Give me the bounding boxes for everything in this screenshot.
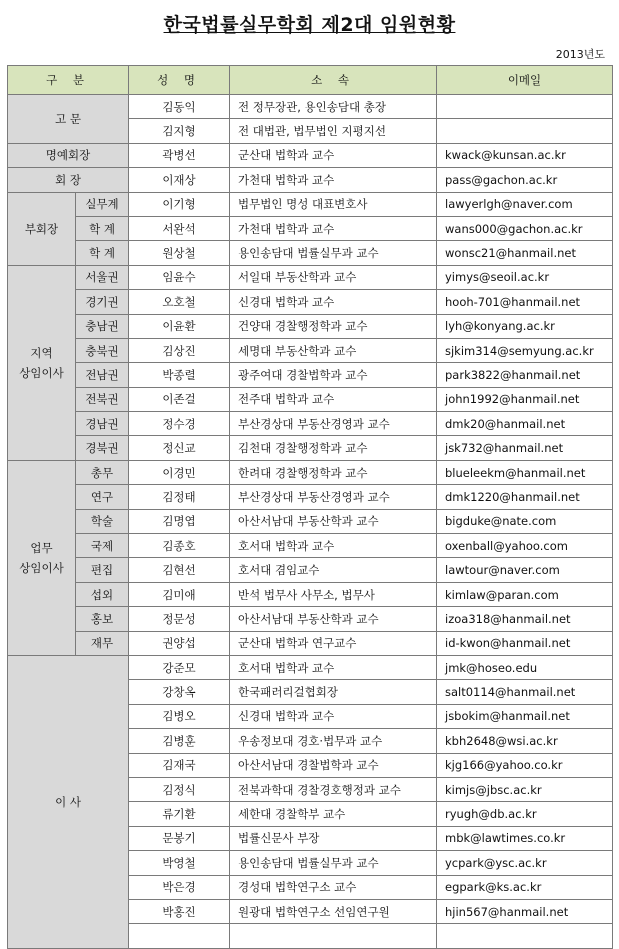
table-header-row (8, 66, 613, 95)
table-row (8, 460, 613, 484)
officer-affiliation: 용인송담대 법률실무과 교수 (230, 241, 437, 265)
table-row (8, 363, 613, 387)
officer-name: 정수경 (129, 412, 230, 436)
officer-email: bigduke@nate.com (437, 509, 613, 533)
group-label (8, 655, 129, 948)
officer-email: lawtour@naver.com (437, 558, 613, 582)
officer-name: 김재국 (129, 753, 230, 777)
sub-category: 충남권 (76, 314, 129, 338)
table-row (8, 607, 613, 631)
officer-name: 김상진 (129, 338, 230, 362)
officer-name: 김동익 (129, 95, 230, 119)
officer-name: 김명엽 (129, 509, 230, 533)
header-name: 성 명 (129, 66, 230, 95)
officer-name: 강준모 (129, 655, 230, 679)
table-row (8, 509, 613, 533)
officer-email: kbh2648@wsi.ac.kr (437, 729, 613, 753)
table-row (8, 655, 613, 679)
group-label-text: 이 사 (55, 794, 81, 809)
officers-table (7, 65, 613, 949)
officer-affiliation: 호서대 법학과 교수 (230, 655, 437, 679)
officer-name: 김현선 (129, 558, 230, 582)
sub-category: 경남권 (76, 412, 129, 436)
group-label-text: 지역 (30, 345, 53, 360)
officer-affiliation: 부산경상대 부동산경영과 교수 (230, 412, 437, 436)
officer-affiliation: 전 대법관, 법무법인 지평지선 (230, 119, 437, 143)
officer-affiliation: 세명대 부동산학과 교수 (230, 338, 437, 362)
officer-affiliation: 반석 법무사 사무소, 법무사 (230, 582, 437, 606)
officer-email: sjkim314@semyung.ac.kr (437, 338, 613, 362)
group-label-text: 회 장 (55, 172, 81, 187)
table-row (8, 143, 613, 167)
table-row (8, 485, 613, 509)
table-body (8, 95, 613, 949)
officer-email: kimjs@jbsc.ac.kr (437, 777, 613, 801)
sub-category: 섭외 (76, 582, 129, 606)
officer-name: 원상철 (129, 241, 230, 265)
officer-email: john1992@hanmail.net (437, 387, 613, 411)
officer-affiliation: 아산서남대 부동산학과 교수 (230, 607, 437, 631)
officer-name: 박영철 (129, 851, 230, 875)
officer-email: pass@gachon.ac.kr (437, 168, 613, 192)
group-label-text: 고 문 (55, 111, 81, 126)
header-category: 구 분 (8, 66, 129, 95)
officer-name: 이재상 (129, 168, 230, 192)
table-row (8, 582, 613, 606)
officer-email (437, 924, 613, 948)
officer-name: 김정태 (129, 485, 230, 509)
officer-email (437, 119, 613, 143)
officer-email: salt0114@hanmail.net (437, 680, 613, 704)
group-label (8, 192, 76, 265)
officer-email: blueleekm@hanmail.net (437, 460, 613, 484)
officer-email: izoa318@hanmail.net (437, 607, 613, 631)
group-label (8, 95, 129, 144)
officer-affiliation: 전주대 법학과 교수 (230, 387, 437, 411)
page-title: 한국법률실무학회 제2대 임원현황 (163, 14, 456, 36)
table-row (8, 436, 613, 460)
officer-name: 권양섭 (129, 631, 230, 655)
officer-affiliation: 광주여대 경찰법학과 교수 (230, 363, 437, 387)
table-row (8, 265, 613, 289)
officer-email: wonsc21@hanmail.net (437, 241, 613, 265)
officer-affiliation: 법률신문사 부장 (230, 826, 437, 850)
officer-name: 오호철 (129, 290, 230, 314)
officer-name: 이기형 (129, 192, 230, 216)
officer-affiliation: 우송정보대 경호·법무과 교수 (230, 729, 437, 753)
officer-name (129, 924, 230, 948)
officer-email: egpark@ks.ac.kr (437, 875, 613, 899)
sub-category: 학술 (76, 509, 129, 533)
officer-affiliation: 가천대 법학과 교수 (230, 168, 437, 192)
officer-affiliation: 신경대 법학과 교수 (230, 704, 437, 728)
table-row (8, 192, 613, 216)
table-row (8, 168, 613, 192)
officer-name: 임윤수 (129, 265, 230, 289)
group-label-text: 상임이사 (19, 365, 64, 380)
group-label (8, 460, 76, 655)
officer-name: 김미애 (129, 582, 230, 606)
sub-category: 국제 (76, 534, 129, 558)
sub-category: 학 계 (76, 241, 129, 265)
officer-name: 류기환 (129, 802, 230, 826)
header-affiliation: 소 속 (230, 66, 437, 95)
year-label: 2013년도 (555, 48, 605, 61)
officer-name: 김정식 (129, 777, 230, 801)
officer-affiliation: 군산대 법학과 교수 (230, 143, 437, 167)
officer-affiliation: 경성대 법학연구소 교수 (230, 875, 437, 899)
officer-name: 정신교 (129, 436, 230, 460)
officer-email: wans000@gachon.ac.kr (437, 216, 613, 240)
officer-name: 강창옥 (129, 680, 230, 704)
officer-name: 정문성 (129, 607, 230, 631)
group-label (8, 168, 129, 192)
officer-affiliation (230, 924, 437, 948)
sub-category: 재무 (76, 631, 129, 655)
officer-affiliation: 신경대 법학과 교수 (230, 290, 437, 314)
table-row (8, 241, 613, 265)
table-row (8, 412, 613, 436)
officer-affiliation: 법무법인 명성 대표변호사 (230, 192, 437, 216)
officer-affiliation: 한국패러리걸협회장 (230, 680, 437, 704)
officer-email: dmk1220@hanmail.net (437, 485, 613, 509)
table-row (8, 387, 613, 411)
officer-affiliation: 김천대 경찰행정학과 교수 (230, 436, 437, 460)
sub-category: 편집 (76, 558, 129, 582)
table-row (8, 314, 613, 338)
officer-email: jsk732@hanmail.net (437, 436, 613, 460)
officer-affiliation: 세한대 경찰학부 교수 (230, 802, 437, 826)
officer-name: 곽병선 (129, 143, 230, 167)
table-row (8, 558, 613, 582)
officer-affiliation: 서일대 부동산학과 교수 (230, 265, 437, 289)
officer-email: kwack@kunsan.ac.kr (437, 143, 613, 167)
officer-name: 김병오 (129, 704, 230, 728)
table-row (8, 290, 613, 314)
officer-name: 이경민 (129, 460, 230, 484)
sub-category: 전북권 (76, 387, 129, 411)
sub-category: 서울권 (76, 265, 129, 289)
sub-category: 총무 (76, 460, 129, 484)
officer-email: kimlaw@paran.com (437, 582, 613, 606)
officer-affiliation: 전 정무장관, 용인송담대 총장 (230, 95, 437, 119)
group-label-text: 부회장 (24, 221, 59, 236)
group-label-text: 명예회장 (45, 148, 91, 163)
table-row (8, 631, 613, 655)
officer-email: ycpark@ysc.ac.kr (437, 851, 613, 875)
officer-email: mbk@lawtimes.co.kr (437, 826, 613, 850)
officer-name: 김지형 (129, 119, 230, 143)
officer-affiliation: 전북과학대 경찰경호행정과 교수 (230, 777, 437, 801)
table-row (8, 216, 613, 240)
group-label (8, 143, 129, 167)
sub-category: 학 계 (76, 216, 129, 240)
sub-category: 홍보 (76, 607, 129, 631)
officer-email: hjin567@hanmail.net (437, 899, 613, 923)
officer-email: jsbokim@hanmail.net (437, 704, 613, 728)
sub-category: 경북권 (76, 436, 129, 460)
officer-email: ryugh@db.ac.kr (437, 802, 613, 826)
officer-affiliation: 용인송담대 법률실무과 교수 (230, 851, 437, 875)
group-label-text: 상임이사 (19, 560, 64, 575)
officer-email: dmk20@hanmail.net (437, 412, 613, 436)
officer-name: 박은경 (129, 875, 230, 899)
officer-email: yimys@seoil.ac.kr (437, 265, 613, 289)
officer-email: lyh@konyang.ac.kr (437, 314, 613, 338)
officer-affiliation: 부산경상대 부동산경영과 교수 (230, 485, 437, 509)
sub-category: 경기권 (76, 290, 129, 314)
officer-name: 김종호 (129, 534, 230, 558)
officer-affiliation: 원광대 법학연구소 선임연구원 (230, 899, 437, 923)
table-row (8, 338, 613, 362)
officer-affiliation: 군산대 법학과 연구교수 (230, 631, 437, 655)
officer-email: kjg166@yahoo.co.kr (437, 753, 613, 777)
officer-affiliation: 한려대 경찰행정학과 교수 (230, 460, 437, 484)
sub-category: 연구 (76, 485, 129, 509)
officer-name: 이윤환 (129, 314, 230, 338)
sub-category: 충북권 (76, 338, 129, 362)
officer-email: park3822@hanmail.net (437, 363, 613, 387)
officer-email: jmk@hoseo.edu (437, 655, 613, 679)
officer-affiliation: 아산서남대 경찰법학과 교수 (230, 753, 437, 777)
officer-name: 서완석 (129, 216, 230, 240)
officer-affiliation: 아산서남대 부동산학과 교수 (230, 509, 437, 533)
officer-name: 김병훈 (129, 729, 230, 753)
officer-affiliation: 건양대 경찰행정학과 교수 (230, 314, 437, 338)
officer-email: id-kwon@hanmail.net (437, 631, 613, 655)
group-label (8, 265, 76, 460)
sub-category: 실무계 (76, 192, 129, 216)
officer-affiliation: 호서대 법학과 교수 (230, 534, 437, 558)
officer-name: 이존걸 (129, 387, 230, 411)
officer-email (437, 95, 613, 119)
officer-name: 박홍진 (129, 899, 230, 923)
officer-name: 박종렬 (129, 363, 230, 387)
group-label-text: 업무 (30, 540, 53, 555)
officer-affiliation: 호서대 겸임교수 (230, 558, 437, 582)
officer-name: 문봉기 (129, 826, 230, 850)
officer-email: lawyerlgh@naver.com (437, 192, 613, 216)
table-row (8, 534, 613, 558)
sub-category: 전남권 (76, 363, 129, 387)
header-email: 이메일 (437, 66, 613, 95)
table-row (8, 95, 613, 119)
officer-email: oxenball@yahoo.com (437, 534, 613, 558)
officer-email: hooh-701@hanmail.net (437, 290, 613, 314)
officer-affiliation: 가천대 법학과 교수 (230, 216, 437, 240)
